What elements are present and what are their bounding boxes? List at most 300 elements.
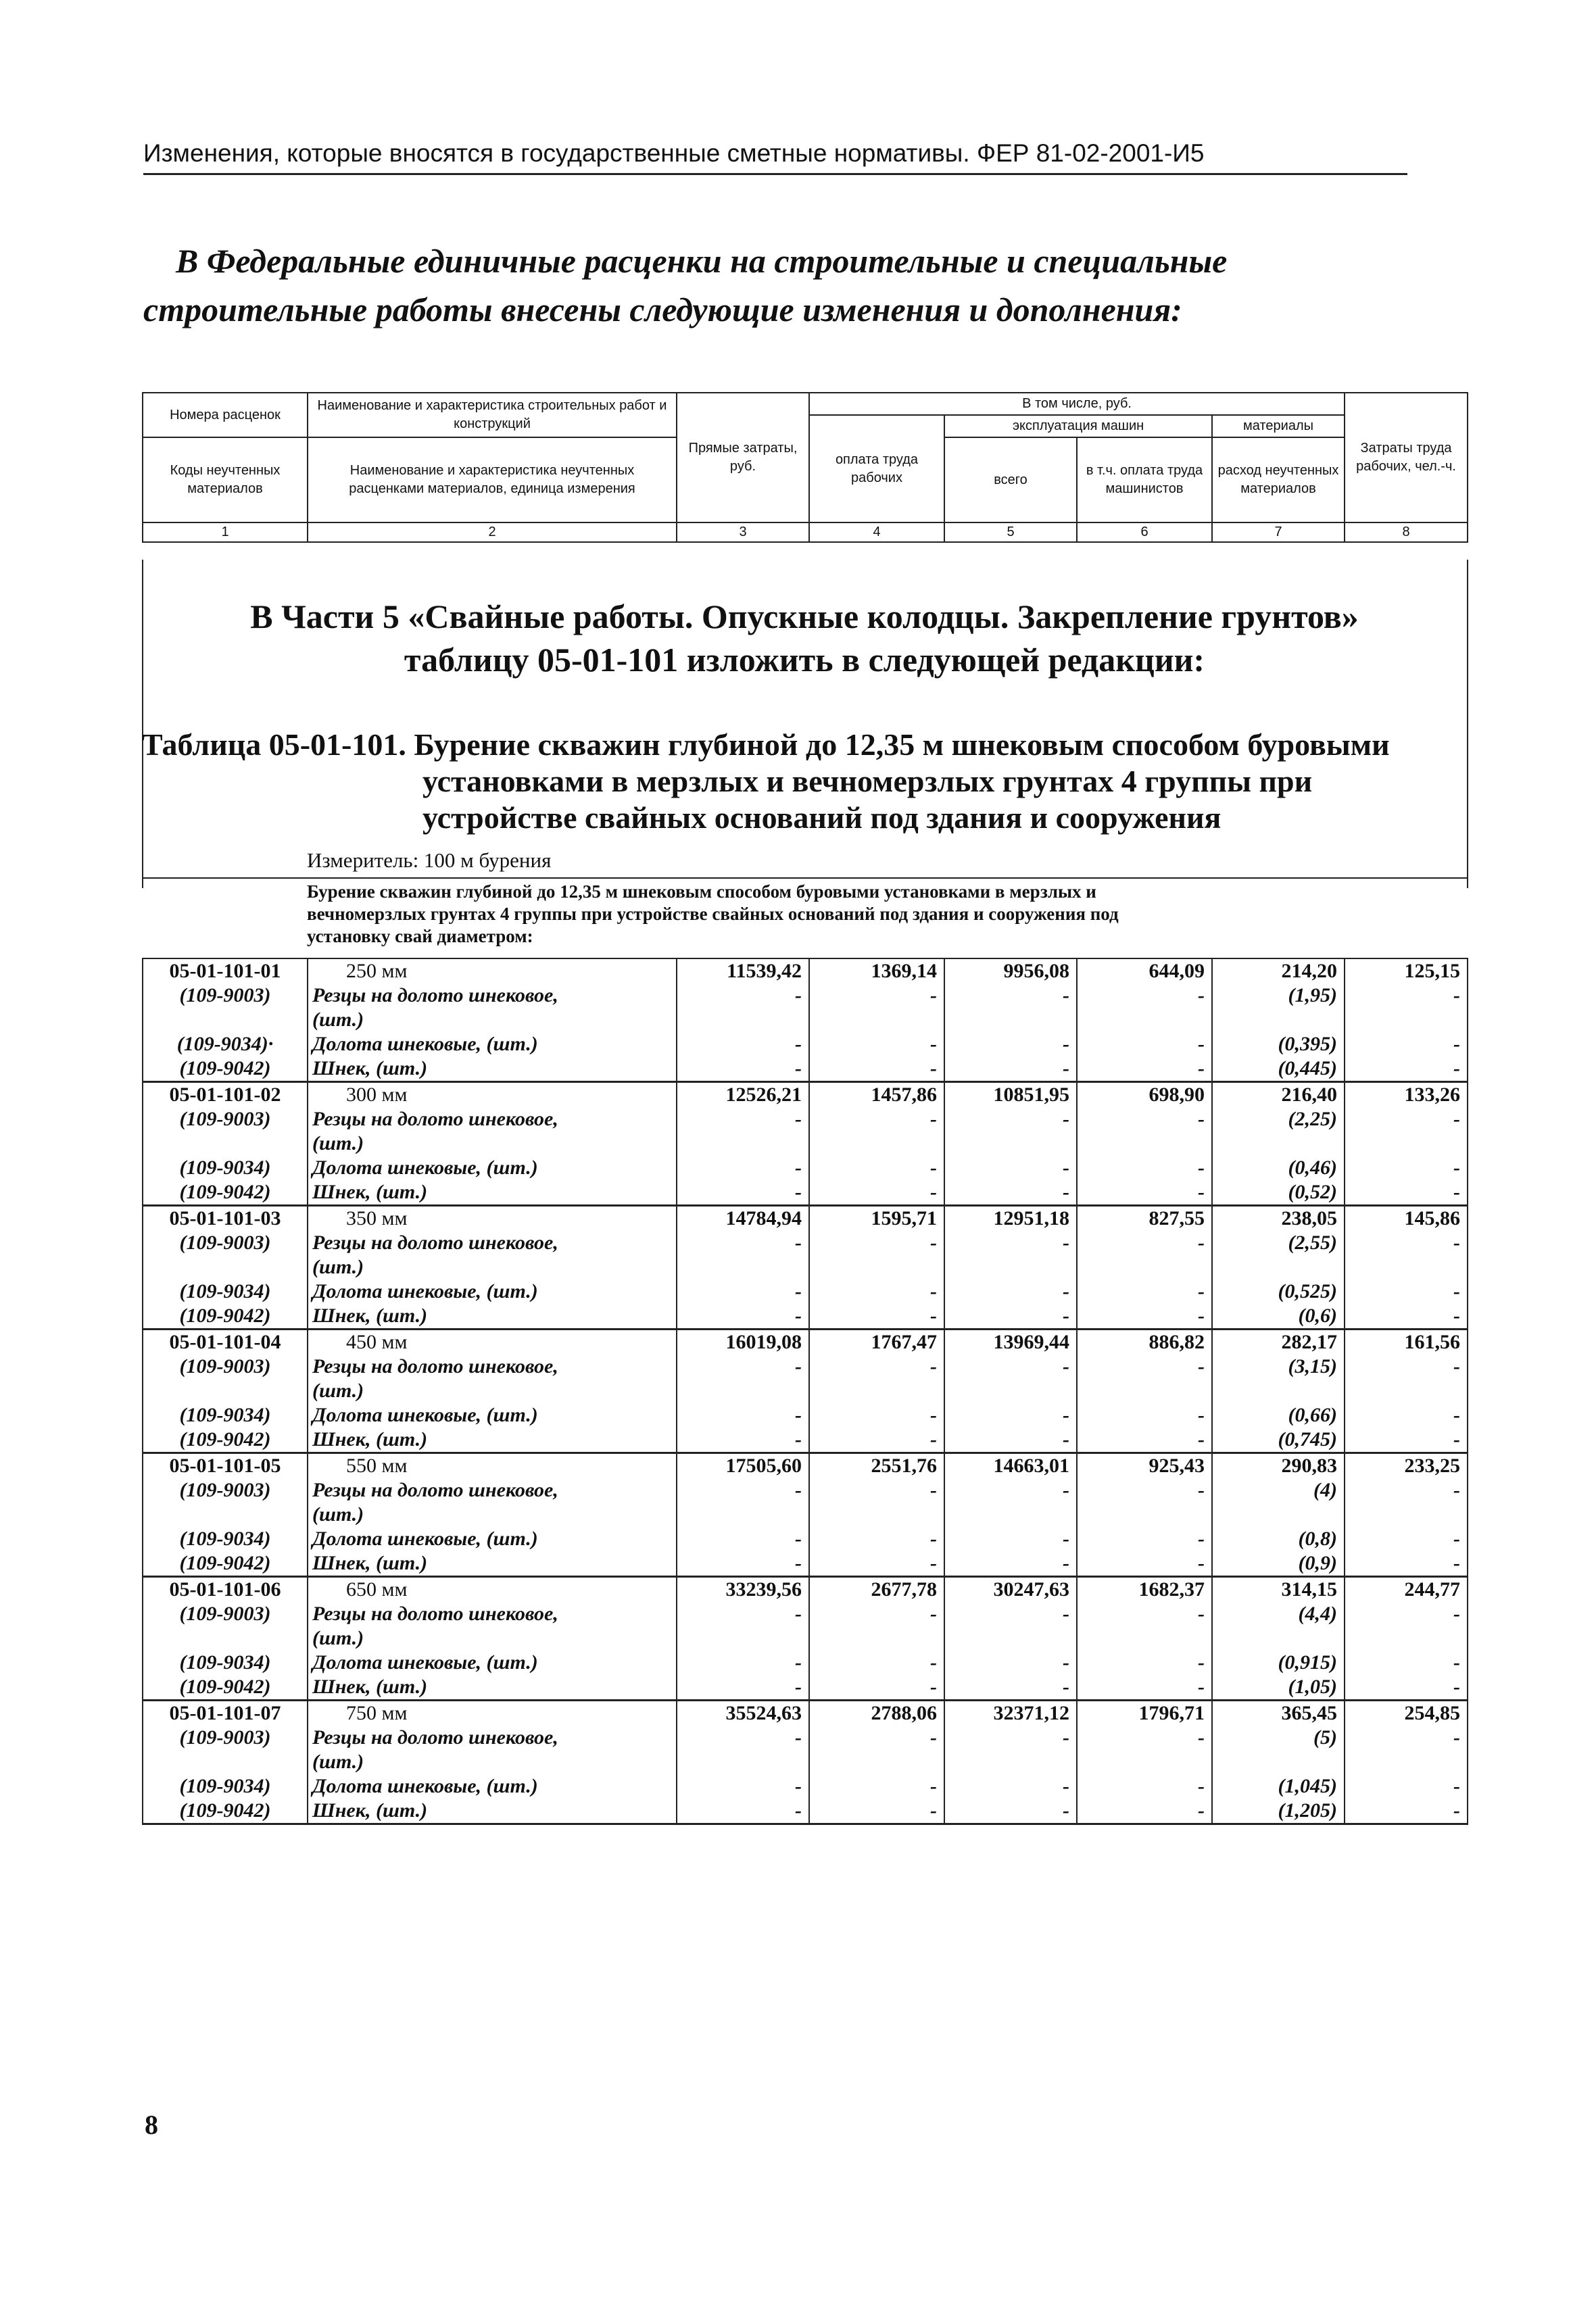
labor-hours-dash: -	[1345, 1478, 1468, 1527]
material-row	[143, 1056, 1468, 1082]
material-name-line: Резцы на долото шнековое,	[312, 1726, 558, 1749]
material-code: (109-9042)	[143, 1551, 308, 1577]
rate-row	[143, 1330, 1468, 1355]
material-quantity: (0,66)	[1212, 1403, 1345, 1428]
material-code: (109-9034)	[143, 1280, 308, 1304]
machinists-pay-value: 886,82	[1077, 1330, 1212, 1355]
material-name-line: Шнек, (шт.)	[312, 1552, 428, 1574]
material-unit-line: (шт.)	[312, 1008, 364, 1031]
direct-costs-dash: -	[677, 1478, 809, 1527]
machine-op-value: 13969,44	[944, 1330, 1077, 1355]
rate-row	[143, 1453, 1468, 1479]
direct-costs-dash: -	[677, 1527, 809, 1551]
column-number-row	[143, 522, 1468, 542]
machinists-pay-dash: -	[1077, 1180, 1212, 1206]
material-name-line: Шнек, (шт.)	[312, 1428, 428, 1451]
material-name-line: Резцы на долото шнековое,	[312, 1603, 558, 1625]
machinists-pay-dash: -	[1077, 1280, 1212, 1304]
material-quantity: (2,25)	[1212, 1107, 1345, 1156]
hdr-material-name: Наименование и характеристика неучтенных расценками материалов, единица измерения	[308, 437, 677, 522]
material-code: (109-9042)	[143, 1675, 308, 1701]
labor-hours-dash: -	[1345, 1799, 1468, 1824]
machinists-pay-dash: -	[1077, 1527, 1212, 1551]
labor-hours-value: 254,85	[1345, 1701, 1468, 1726]
direct-costs-dash: -	[677, 1726, 809, 1774]
labor-pay-dash: -	[809, 1107, 944, 1156]
rate-code: 05-01-101-07	[143, 1701, 308, 1726]
labor-pay-dash: -	[809, 1527, 944, 1551]
labor-pay-dash: -	[809, 983, 944, 1032]
machine-op-value: 30247,63	[944, 1577, 1077, 1603]
intro-heading	[143, 237, 1428, 334]
material-name-line: Долота шнековые, (шт.)	[312, 1775, 538, 1797]
machine-op-value: 10851,95	[944, 1082, 1077, 1108]
material-code: (109-9034)	[143, 1403, 308, 1428]
machine-op-dash: -	[944, 983, 1077, 1032]
labor-pay-dash: -	[809, 1304, 944, 1330]
labor-pay-dash: -	[809, 1602, 944, 1651]
machinists-pay-value: 698,90	[1077, 1082, 1212, 1108]
material-quantity: (1,205)	[1212, 1799, 1345, 1824]
column-header-table	[142, 392, 1468, 543]
material-name	[308, 1032, 677, 1056]
direct-costs-dash: -	[677, 1551, 809, 1577]
materials-value: 365,45	[1212, 1701, 1345, 1726]
material-quantity: (0,46)	[1212, 1156, 1345, 1180]
labor-hours-value: 145,86	[1345, 1206, 1468, 1232]
machinists-pay-dash: -	[1077, 1799, 1212, 1824]
direct-costs-value: 17505,60	[677, 1453, 809, 1479]
labor-pay-value: 2677,78	[809, 1577, 944, 1603]
material-code: (109-9003)	[143, 1602, 308, 1651]
machinists-pay-value: 1796,71	[1077, 1701, 1212, 1726]
machinists-pay-value: 925,43	[1077, 1453, 1212, 1479]
rates-table	[142, 958, 1468, 1825]
material-code: (109-9003)	[143, 1478, 308, 1527]
machine-op-dash: -	[944, 1403, 1077, 1428]
machinists-pay-dash: -	[1077, 1032, 1212, 1056]
labor-hours-dash: -	[1345, 1304, 1468, 1330]
machinists-pay-dash: -	[1077, 1726, 1212, 1774]
material-quantity: (0,395)	[1212, 1032, 1345, 1056]
labor-hours-dash: -	[1345, 1651, 1468, 1675]
material-name-line: Резцы на долото шнековое,	[312, 1232, 558, 1254]
material-code: (109-9003)	[143, 1355, 308, 1403]
machine-op-dash: -	[944, 1478, 1077, 1527]
hdr-total: всего	[944, 437, 1077, 522]
material-row	[143, 983, 1468, 1032]
material-unit-line: (шт.)	[312, 1132, 364, 1154]
direct-costs-dash: -	[677, 1304, 809, 1330]
labor-pay-dash: -	[809, 1726, 944, 1774]
direct-costs-dash: -	[677, 1799, 809, 1824]
material-quantity: (0,52)	[1212, 1180, 1345, 1206]
material-row	[143, 1403, 1468, 1428]
material-code: (109-9003)	[143, 1107, 308, 1156]
material-row	[143, 1651, 1468, 1675]
labor-pay-dash: -	[809, 1551, 944, 1577]
material-row	[143, 1551, 1468, 1577]
rate-name: 550 мм	[308, 1453, 677, 1479]
divider	[142, 877, 1467, 879]
material-name-line: Долота шнековые, (шт.)	[312, 1280, 538, 1302]
labor-hours-dash: -	[1345, 983, 1468, 1032]
machine-op-dash: -	[944, 1107, 1077, 1156]
part-title-line-1: В Части 5 «Свайные работы. Опускные колодцы. Закрепление грунтов»	[250, 598, 1359, 635]
material-name	[308, 1602, 677, 1651]
material-row	[143, 1799, 1468, 1824]
material-name-line: Резцы на долото шнековое,	[312, 1479, 558, 1501]
material-name-line: Долота шнековые, (шт.)	[312, 1156, 538, 1179]
rate-name: 250 мм	[308, 958, 677, 983]
direct-costs-dash: -	[677, 1180, 809, 1206]
labor-pay-dash: -	[809, 1799, 944, 1824]
machinists-pay-dash: -	[1077, 1675, 1212, 1701]
material-row	[143, 1675, 1468, 1701]
labor-hours-dash: -	[1345, 1428, 1468, 1453]
material-code: (109-9042)	[143, 1799, 308, 1824]
direct-costs-dash: -	[677, 1403, 809, 1428]
machinists-pay-dash: -	[1077, 983, 1212, 1032]
rate-row	[143, 1701, 1468, 1726]
machine-op-dash: -	[944, 1799, 1077, 1824]
rate-row	[143, 958, 1468, 983]
labor-hours-value: 125,15	[1345, 958, 1468, 983]
labor-hours-dash: -	[1345, 1107, 1468, 1156]
materials-value: 238,05	[1212, 1206, 1345, 1232]
machinists-pay-dash: -	[1077, 1056, 1212, 1082]
col-number: 3	[677, 522, 809, 542]
material-name-line: Шнек, (шт.)	[312, 1676, 428, 1698]
table-title	[142, 727, 1467, 836]
hdr-direct-costs: Прямые затраты, руб.	[677, 393, 809, 522]
material-name-line: Шнек, (шт.)	[312, 1181, 428, 1203]
section-desc-line-3: установку свай диаметром:	[307, 926, 533, 946]
material-name-line: Долота шнековые, (шт.)	[312, 1528, 538, 1550]
direct-costs-value: 12526,21	[677, 1082, 809, 1108]
direct-costs-dash: -	[677, 1355, 809, 1403]
labor-hours-dash: -	[1345, 1726, 1468, 1774]
machinists-pay-value: 827,55	[1077, 1206, 1212, 1232]
hdr-codes: Номера расценок	[143, 393, 308, 437]
table-title-line-3: устройстве свайных оснований под здания и сооружения	[422, 800, 1222, 835]
material-name	[308, 1428, 677, 1453]
labor-pay-value: 1369,14	[809, 958, 944, 983]
material-code: (109-9034)	[143, 1774, 308, 1799]
material-code: (109-9042)	[143, 1180, 308, 1206]
machinists-pay-dash: -	[1077, 1403, 1212, 1428]
direct-costs-dash: -	[677, 1651, 809, 1675]
direct-costs-dash: -	[677, 1107, 809, 1156]
material-quantity: (0,6)	[1212, 1304, 1345, 1330]
material-name	[308, 1651, 677, 1675]
material-quantity: (0,8)	[1212, 1527, 1345, 1551]
labor-pay-dash: -	[809, 1675, 944, 1701]
labor-hours-dash: -	[1345, 1056, 1468, 1082]
labor-pay-dash: -	[809, 1403, 944, 1428]
labor-pay-dash: -	[809, 1056, 944, 1082]
hdr-machine-op: эксплуатация машин	[944, 415, 1212, 437]
direct-costs-value: 35524,63	[677, 1701, 809, 1726]
material-row	[143, 1602, 1468, 1651]
col-number: 5	[944, 522, 1077, 542]
material-name	[308, 1156, 677, 1180]
machine-op-dash: -	[944, 1527, 1077, 1551]
hdr-work-name: Наименование и характеристика строительных работ и конструкций	[308, 393, 677, 437]
labor-hours-dash: -	[1345, 1675, 1468, 1701]
machinists-pay-dash: -	[1077, 1304, 1212, 1330]
labor-pay-value: 2551,76	[809, 1453, 944, 1479]
rate-row	[143, 1577, 1468, 1603]
material-row	[143, 1428, 1468, 1453]
labor-pay-value: 1767,47	[809, 1330, 944, 1355]
material-unit-line: (шт.)	[312, 1627, 364, 1649]
labor-hours-dash: -	[1345, 1032, 1468, 1056]
labor-pay-dash: -	[809, 1032, 944, 1056]
materials-value: 290,83	[1212, 1453, 1345, 1479]
material-unit-line: (шт.)	[312, 1256, 364, 1278]
labor-pay-dash: -	[809, 1355, 944, 1403]
material-name-line: Шнек, (шт.)	[312, 1305, 428, 1327]
part-title	[142, 595, 1467, 681]
material-code: (109-9034)	[143, 1527, 308, 1551]
hdr-machinists-pay: в т.ч. оплата труда машинистов	[1077, 437, 1212, 522]
measure-unit: Измеритель: 100 м бурения	[307, 848, 552, 872]
labor-hours-dash: -	[1345, 1774, 1468, 1799]
labor-hours-dash: -	[1345, 1527, 1468, 1551]
intro-line-2: строительные работы внесены следующие изменения и дополнения:	[143, 291, 1182, 328]
machinists-pay-dash: -	[1077, 1107, 1212, 1156]
labor-pay-dash: -	[809, 1428, 944, 1453]
labor-pay-dash: -	[809, 1774, 944, 1799]
material-quantity: (1,95)	[1212, 983, 1345, 1032]
rate-row	[143, 1082, 1468, 1108]
machine-op-dash: -	[944, 1056, 1077, 1082]
material-unit-line: (шт.)	[312, 1503, 364, 1526]
col-number: 7	[1212, 522, 1345, 542]
material-name	[308, 1304, 677, 1330]
material-row	[143, 1304, 1468, 1330]
labor-hours-dash: -	[1345, 1180, 1468, 1206]
rate-name: 450 мм	[308, 1330, 677, 1355]
intro-line-1: В Федеральные единичные расценки на строительные и специальные	[176, 242, 1228, 280]
material-row	[143, 1478, 1468, 1527]
material-quantity: (4)	[1212, 1478, 1345, 1527]
machine-op-dash: -	[944, 1180, 1077, 1206]
labor-pay-dash: -	[809, 1478, 944, 1527]
col-number: 6	[1077, 522, 1212, 542]
hdr-incl: В том числе, руб.	[809, 393, 1345, 415]
labor-pay-dash: -	[809, 1231, 944, 1280]
material-code: (109-9003)	[143, 983, 308, 1032]
machine-op-dash: -	[944, 1428, 1077, 1453]
material-unit-line: (шт.)	[312, 1380, 364, 1402]
rate-row	[143, 1206, 1468, 1232]
running-header: Изменения, которые вносятся в государственные сметные нормативы. ФЕР 81-02-2001-И5	[143, 139, 1407, 175]
material-name-line: Резцы на долото шнековое,	[312, 1108, 558, 1130]
rate-name: 300 мм	[308, 1082, 677, 1108]
material-name	[308, 1403, 677, 1428]
hdr-labor-cost: Затраты труда рабочих, чел.-ч.	[1345, 393, 1468, 522]
material-name-line: Шнек, (шт.)	[312, 1799, 428, 1822]
machine-op-value: 9956,08	[944, 958, 1077, 983]
rate-code: 05-01-101-01	[143, 958, 308, 983]
material-row	[143, 1231, 1468, 1280]
material-name	[308, 1478, 677, 1527]
hdr-material-codes: Коды неучтенных материалов	[143, 437, 308, 522]
machine-op-dash: -	[944, 1355, 1077, 1403]
material-row	[143, 1032, 1468, 1056]
materials-value: 214,20	[1212, 958, 1345, 983]
material-code: (109-9034)·	[143, 1032, 308, 1056]
material-quantity: (4,4)	[1212, 1602, 1345, 1651]
part-title-line-2: таблицу 05-01-101 изложить в следующей редакции:	[404, 641, 1205, 679]
direct-costs-dash: -	[677, 1428, 809, 1453]
material-row	[143, 1726, 1468, 1774]
material-quantity: (3,15)	[1212, 1355, 1345, 1403]
direct-costs-dash: -	[677, 1774, 809, 1799]
material-name-line: Шнек, (шт.)	[312, 1057, 428, 1079]
material-name	[308, 1774, 677, 1799]
machinists-pay-dash: -	[1077, 1156, 1212, 1180]
machine-op-dash: -	[944, 1551, 1077, 1577]
material-quantity: (2,55)	[1212, 1231, 1345, 1280]
material-name-line: Резцы на долото шнековое,	[312, 1355, 558, 1378]
rate-code: 05-01-101-04	[143, 1330, 308, 1355]
machine-op-dash: -	[944, 1231, 1077, 1280]
labor-pay-value: 1457,86	[809, 1082, 944, 1108]
hdr-labor-pay: оплата труда рабочих	[809, 415, 944, 522]
direct-costs-dash: -	[677, 1156, 809, 1180]
material-name-line: Долота шнековые, (шт.)	[312, 1033, 538, 1055]
direct-costs-value: 14784,94	[677, 1206, 809, 1232]
machine-op-value: 12951,18	[944, 1206, 1077, 1232]
machinists-pay-dash: -	[1077, 1651, 1212, 1675]
material-quantity: (0,445)	[1212, 1056, 1345, 1082]
machinists-pay-dash: -	[1077, 1602, 1212, 1651]
labor-hours-dash: -	[1345, 1602, 1468, 1651]
direct-costs-value: 33239,56	[677, 1577, 809, 1603]
table-title-line-2: установками в мерзлых и вечномерзлых грунтах 4 группы при	[422, 764, 1313, 798]
material-row	[143, 1156, 1468, 1180]
col-number: 1	[143, 522, 308, 542]
material-quantity: (0,915)	[1212, 1651, 1345, 1675]
material-code: (109-9042)	[143, 1056, 308, 1082]
direct-costs-dash: -	[677, 983, 809, 1032]
machine-op-dash: -	[944, 1156, 1077, 1180]
rate-name: 350 мм	[308, 1206, 677, 1232]
material-name	[308, 1231, 677, 1280]
direct-costs-dash: -	[677, 1056, 809, 1082]
machine-op-dash: -	[944, 1651, 1077, 1675]
material-name	[308, 1799, 677, 1824]
material-row	[143, 1280, 1468, 1304]
material-name	[308, 1056, 677, 1082]
machine-op-dash: -	[944, 1675, 1077, 1701]
material-row	[143, 1527, 1468, 1551]
material-row	[143, 1180, 1468, 1206]
material-quantity: (1,05)	[1212, 1675, 1345, 1701]
labor-pay-dash: -	[809, 1280, 944, 1304]
material-row	[143, 1107, 1468, 1156]
machinists-pay-dash: -	[1077, 1551, 1212, 1577]
material-quantity: (0,745)	[1212, 1428, 1345, 1453]
material-quantity: (1,045)	[1212, 1774, 1345, 1799]
rate-code: 05-01-101-03	[143, 1206, 308, 1232]
col-number: 8	[1345, 522, 1468, 542]
rate-code: 05-01-101-05	[143, 1453, 308, 1479]
material-name	[308, 1355, 677, 1403]
machine-op-dash: -	[944, 1304, 1077, 1330]
labor-hours-dash: -	[1345, 1355, 1468, 1403]
materials-value: 216,40	[1212, 1082, 1345, 1108]
material-row	[143, 1774, 1468, 1799]
hdr-materials-use: расход неучтенных материалов	[1212, 437, 1345, 522]
machinists-pay-dash: -	[1077, 1231, 1212, 1280]
direct-costs-dash: -	[677, 1280, 809, 1304]
material-row	[143, 1355, 1468, 1403]
machinists-pay-dash: -	[1077, 1774, 1212, 1799]
labor-hours-value: 161,56	[1345, 1330, 1468, 1355]
material-name	[308, 1726, 677, 1774]
labor-hours-dash: -	[1345, 1403, 1468, 1428]
col-number: 2	[308, 522, 677, 542]
section-desc-line-2: вечномерзлых грунтах 4 группы при устройстве свайных оснований под здания и сооружения под	[307, 904, 1119, 924]
labor-pay-value: 2788,06	[809, 1701, 944, 1726]
direct-costs-dash: -	[677, 1675, 809, 1701]
machinists-pay-value: 1682,37	[1077, 1577, 1212, 1603]
labor-pay-value: 1595,71	[809, 1206, 944, 1232]
machine-op-dash: -	[944, 1726, 1077, 1774]
material-name-line: Долота шнековые, (шт.)	[312, 1651, 538, 1674]
machinists-pay-value: 644,09	[1077, 958, 1212, 983]
material-name-line: Долота шнековые, (шт.)	[312, 1404, 538, 1426]
page-number: 8	[145, 2110, 158, 2140]
labor-hours-value: 233,25	[1345, 1453, 1468, 1479]
col-number: 4	[809, 522, 944, 542]
material-code: (109-9003)	[143, 1726, 308, 1774]
material-name	[308, 1180, 677, 1206]
machinists-pay-dash: -	[1077, 1478, 1212, 1527]
material-code: (109-9042)	[143, 1304, 308, 1330]
direct-costs-dash: -	[677, 1032, 809, 1056]
labor-pay-dash: -	[809, 1156, 944, 1180]
direct-costs-value: 11539,42	[677, 958, 809, 983]
material-quantity: (0,525)	[1212, 1280, 1345, 1304]
materials-value: 282,17	[1212, 1330, 1345, 1355]
machine-op-dash: -	[944, 1602, 1077, 1651]
table-title-line-1: Таблица 05-01-101. Бурение скважин глубиной до 12,35 м шнековым способом буровыми	[142, 727, 1390, 762]
rate-code: 05-01-101-02	[143, 1082, 308, 1108]
direct-costs-value: 16019,08	[677, 1330, 809, 1355]
material-name	[308, 1551, 677, 1577]
material-name	[308, 1527, 677, 1551]
labor-hours-dash: -	[1345, 1280, 1468, 1304]
labor-pay-dash: -	[809, 1651, 944, 1675]
machine-op-dash: -	[944, 1032, 1077, 1056]
material-name	[308, 983, 677, 1032]
labor-hours-dash: -	[1345, 1231, 1468, 1280]
section-desc-line-1: Бурение скважин глубиной до 12,35 м шнековым способом буровыми установками в мерзлых и	[307, 881, 1096, 902]
labor-hours-dash: -	[1345, 1551, 1468, 1577]
section-description	[307, 881, 1456, 948]
materials-value: 314,15	[1212, 1577, 1345, 1603]
direct-costs-dash: -	[677, 1602, 809, 1651]
material-quantity: (0,9)	[1212, 1551, 1345, 1577]
material-name-line: Резцы на долото шнековое,	[312, 984, 558, 1006]
labor-hours-value: 133,26	[1345, 1082, 1468, 1108]
machine-op-value: 32371,12	[944, 1701, 1077, 1726]
